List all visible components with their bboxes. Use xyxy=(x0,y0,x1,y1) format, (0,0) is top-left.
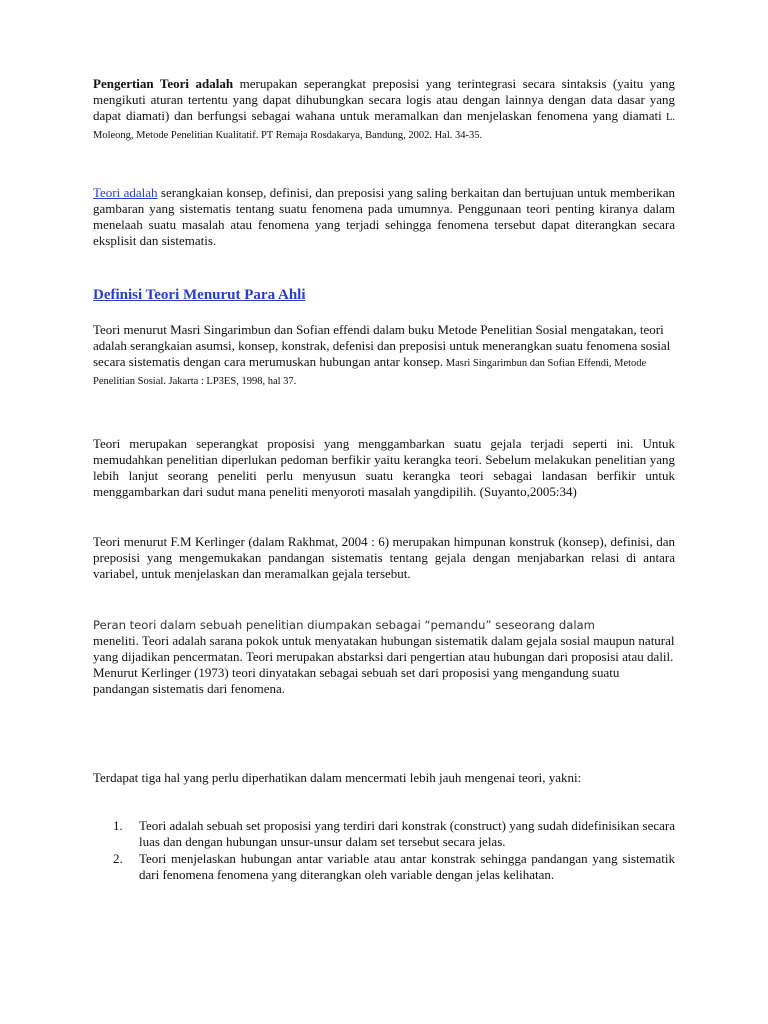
paragraph-suyanto: Teori merupakan seperangkat proposisi yang menggambarkan suatu gejala terjadi seperti ini. Untuk memudahkan penelitian diperlukan pedoman berfikir yaitu kerangka teori. Sebelum melakukan penelitian yang lebih lanjut seorang peneliti perlu menyusun suatu kerangka teori sebagai landasan berfikir untuk menggambarkan dari sudut mana peneliti menyoroti masalah yangdipilih. (Suyanto,2005:34) xyxy=(93,436,675,499)
paragraph-tiga-hal: Terdapat tiga hal yang perlu diperhatikan dalam mencermati lebih jauh mengenai teori, yakni: xyxy=(93,770,582,785)
definition-lead: Pengertian Teori adalah xyxy=(93,76,234,91)
teori-adalah-link[interactable]: Teori adalah xyxy=(93,185,158,200)
list-item xyxy=(93,851,675,883)
list-text: Teori menjelaskan hubungan antar variable atau antar konstrak sehingga pandangan yang sistematik dari fenomena fenomena yang diterangkan oleh variable dengan jelas kelihatan. xyxy=(139,851,675,882)
list-number: 1. xyxy=(113,818,123,833)
paragraph-peran-teori xyxy=(93,617,675,697)
list-number: 2. xyxy=(113,851,123,866)
list-item xyxy=(93,818,675,850)
paragraph-definition xyxy=(93,76,675,144)
masri-citation: Masri Singarimbun dan Sofian Effendi, Metode Penelitian Sosial. Jakarta : LP3ES, 1998, hal 37. xyxy=(93,358,647,387)
list-text: Teori adalah sebuah set proposisi yang terdiri dari konstrak (construct) yang sudah didefinisikan secara luas dan dengan hubungan unsur-unsur dalam set tersebut secara jelas. xyxy=(139,818,675,849)
numbered-list xyxy=(93,818,675,884)
section-heading[interactable]: Definisi Teori Menurut Para Ahli xyxy=(93,287,306,303)
definition-citation: L. Moleong, Metode Penelitian Kualitatif. PT Remaja Rosdakarya, Bandung, 2002. Hal. 34-35. xyxy=(93,112,675,141)
paragraph-masri xyxy=(93,322,675,390)
teori-adalah-text: serangkaian konsep, definisi, dan preposisi yang saling berkaitan dan bertujuan untuk memberikan gambaran yang sistematis tentang suatu fenomena pada umumnya. Penggunaan teori penting kiranya dalam menelaah suatu masalah atau fenomena yang terjadi sehingga fenomena tersebut dapat diterangkan secara eksplisit dan sistematis. xyxy=(93,185,676,248)
masri-text: Teori menurut Masri Singarimbun dan Sofian effendi dalam buku Metode Penelitian Sosial mengatakan, teori adalah serangkaian asumsi, konsep, konstrak, defenisi dan preposisi untuk menerangkan suatu fenomena sosial secara sistematis dengan cara merumuskan hubungan antar konsep. xyxy=(93,322,671,369)
peran-teori-rest: meneliti. Teori adalah sarana pokok untuk menyatakan hubungan sistematik dalam gejala sosial maupun natural yang dijadikan pencermatan. Teori merupakan abstarksi dari pengertian atau hubungan dari proposisi atau dalil. Menurut Kerlinger (1973) teori dinyatakan sebagai sebuah set dari proposisi yang mengandung suatu pandangan sistematis dari fenomena. xyxy=(93,633,675,696)
paragraph-kerlinger: Teori menurut F.M Kerlinger (dalam Rakhmat, 2004 : 6) merupakan himpunan konstruk (konsep), definisi, dan preposisi yang mengemukakan pandangan sistematis tentang gejala dengan menjabarkan relasi di antara variabel, untuk menjelaskan dan meramalkan gejala tersebut. xyxy=(93,534,675,581)
definition-text: merupakan seperangkat preposisi yang terintegrasi secara sintaksis (yaitu yang mengikuti aturan tertentu yang dapat dihubungkan secara logis atau dengan lainnya dengan data dasar yang dapat diamati) dan berfungsi sebagai wahana untuk meramalkan dan menjelaskan fenomena yang diamati xyxy=(93,76,675,123)
paragraph-teori-adalah xyxy=(93,185,675,249)
peran-teori-first-line: Peran teori dalam sebuah penelitian diumpakan sebagai “pemandu” seseorang dalam xyxy=(93,618,595,632)
